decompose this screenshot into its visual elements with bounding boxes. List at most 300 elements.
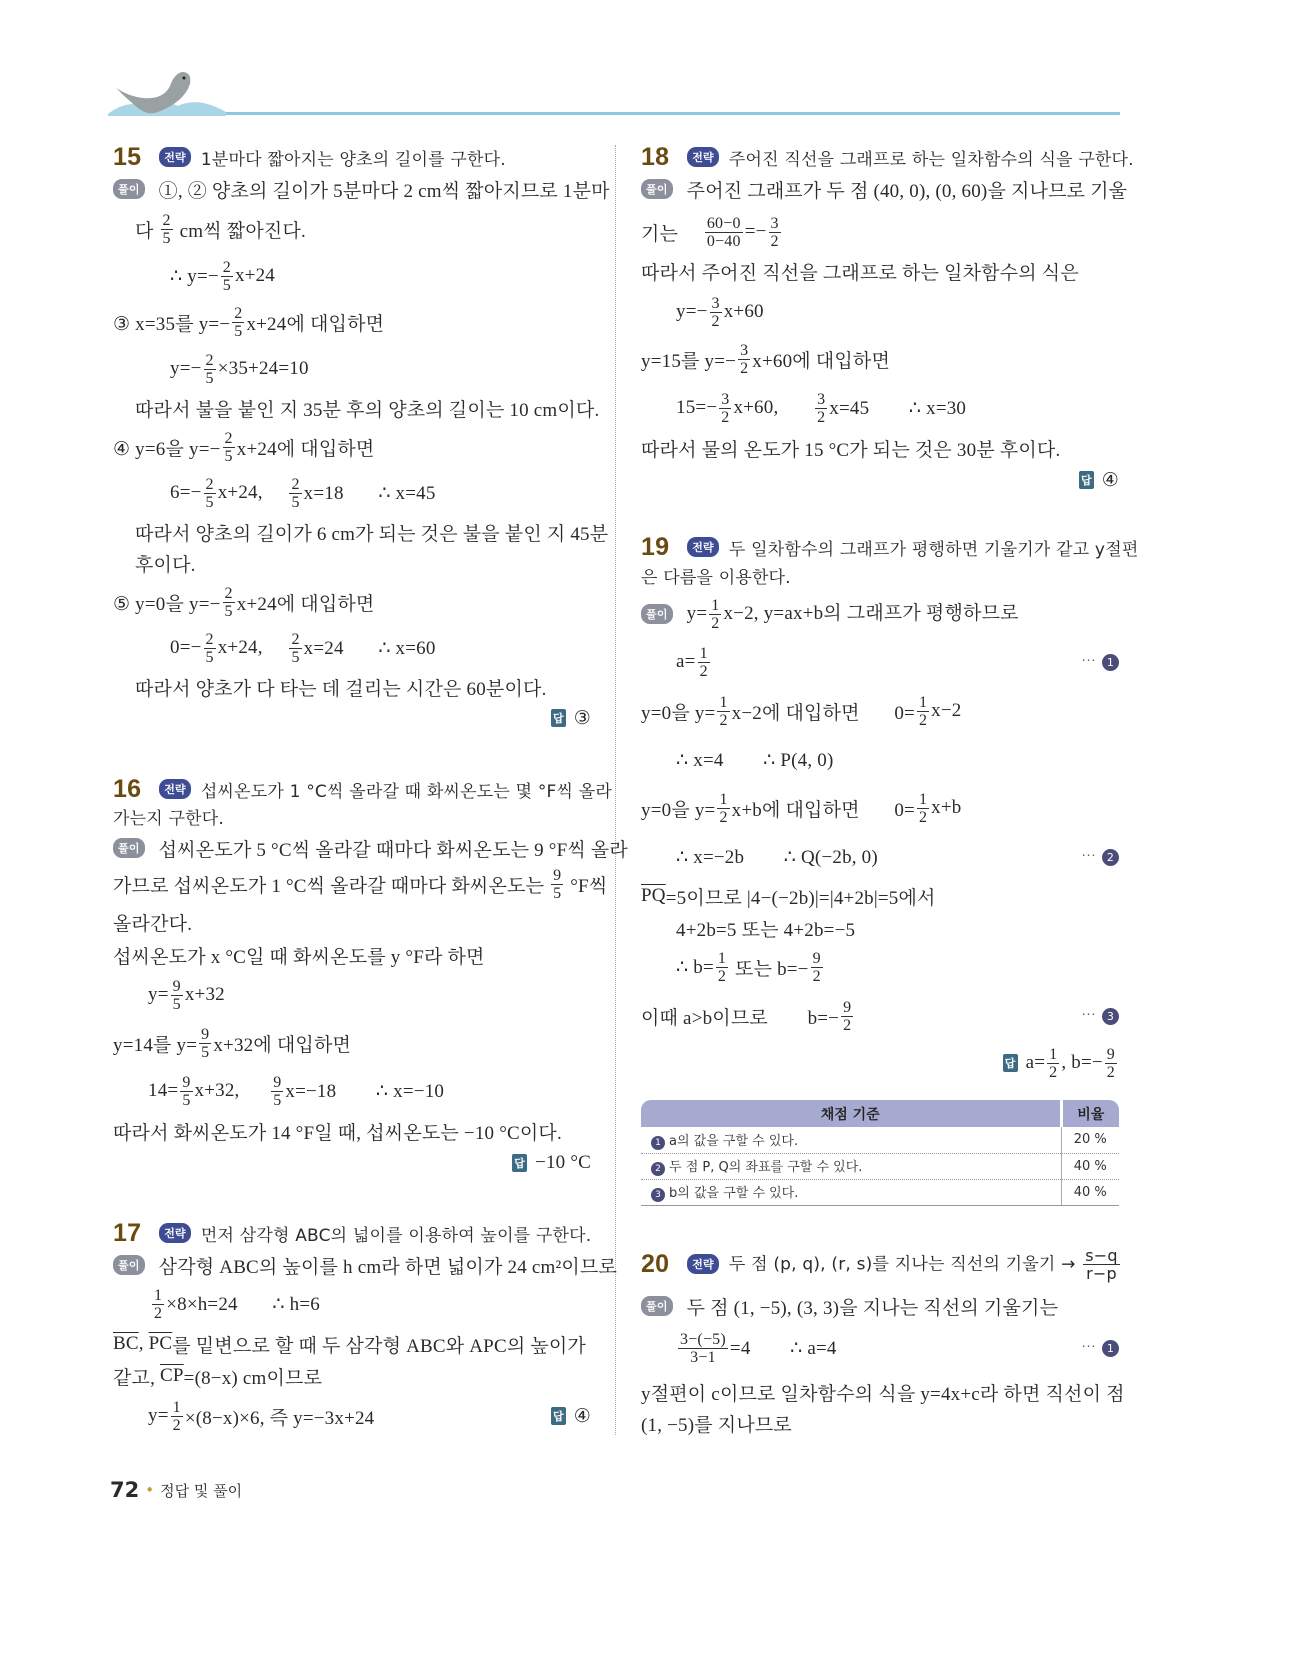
text-run: x=−18 ∴ x=−10 bbox=[285, 1080, 445, 1102]
denominator: 2 bbox=[719, 711, 728, 729]
denominator: 5 bbox=[273, 1091, 282, 1109]
denominator: 2 bbox=[154, 1304, 163, 1322]
math-text bbox=[159, 176, 610, 203]
text-run: x−2, y=ax+b의 그래프가 평행하므로 bbox=[723, 602, 1019, 624]
text-run: x=18 ∴ x=45 bbox=[303, 482, 436, 504]
solution-line bbox=[676, 906, 855, 950]
solution-badge: 풀이 bbox=[113, 1255, 145, 1275]
denominator: 5 bbox=[201, 1043, 210, 1061]
fraction bbox=[769, 215, 781, 250]
strategy-text bbox=[729, 145, 1134, 170]
step-marker-3 bbox=[1060, 994, 1119, 1038]
text-run: ∴ y=− bbox=[170, 265, 219, 287]
page-footer bbox=[110, 1478, 242, 1502]
column-divider bbox=[615, 145, 616, 1435]
numerator: 9 bbox=[201, 1025, 210, 1043]
text-run: 이때 a>b이므로 b=− bbox=[641, 1007, 840, 1029]
fraction bbox=[199, 1026, 211, 1061]
numerator: 2 bbox=[205, 351, 214, 369]
denominator: 2 bbox=[719, 808, 728, 826]
answer-badge: 답 bbox=[512, 1154, 527, 1172]
text-run: ··· bbox=[1081, 1340, 1096, 1355]
seal-mascot-icon bbox=[108, 68, 238, 118]
text-run: 가는지 구한다. bbox=[113, 808, 224, 829]
text-run: ∴ x=−2b ∴ Q(−2b, 0) bbox=[676, 846, 878, 868]
solution-line bbox=[641, 994, 855, 1038]
text-run: x+60에 대입하면 bbox=[752, 350, 891, 372]
fraction bbox=[719, 391, 731, 426]
solution-badge: 풀이 bbox=[641, 1296, 673, 1316]
circled-number: 3 bbox=[651, 1188, 665, 1202]
denominator: 2 bbox=[699, 662, 708, 680]
criteria-cell bbox=[641, 1127, 1061, 1153]
text-run: ④ y=6을 y=− bbox=[113, 438, 221, 460]
denominator: 5 bbox=[291, 648, 300, 666]
denominator: 2 bbox=[721, 408, 730, 426]
solution-line bbox=[641, 1284, 1058, 1328]
text-run: 섭씨온도가 5 °C씩 올라갈 때마다 화씨온도는 9 °F씩 올라 bbox=[158, 839, 628, 861]
text-run: x+24에 대입하면 bbox=[246, 313, 385, 335]
text-run: 15=− bbox=[676, 397, 718, 418]
text-run: 를 밑변으로 할 때 두 삼각형 ABC와 APC의 높이가 bbox=[172, 1335, 586, 1357]
numerator: s−q bbox=[1085, 1245, 1118, 1265]
text-run: ⑤ y=0을 y=− bbox=[113, 593, 221, 615]
segment-overline: $\overline{BC}$ bbox=[113, 1333, 139, 1354]
text-run: 후이다. bbox=[135, 554, 196, 576]
solution-line bbox=[641, 786, 961, 830]
math-text bbox=[687, 1293, 1058, 1320]
numerator: 9 bbox=[812, 949, 821, 967]
fraction bbox=[1047, 1046, 1059, 1081]
text-run: y=15를 y=− bbox=[641, 350, 737, 372]
text-run: 1분마다 짧아지는 양초의 길이를 구한다. bbox=[200, 149, 506, 170]
solution-line bbox=[135, 541, 196, 585]
text-run: 따라서 물의 온도가 15 °C가 되는 것은 30분 후이다. bbox=[641, 439, 1061, 461]
denominator: 2 bbox=[711, 614, 720, 632]
answer-line bbox=[641, 458, 1119, 502]
fraction bbox=[917, 694, 929, 729]
text-run: 다 bbox=[135, 220, 159, 242]
numerator: 2 bbox=[222, 258, 231, 276]
fraction bbox=[204, 631, 216, 666]
text-run: 섭씨온도가 1 °C씩 올라갈 때 화씨온도는 몇 °F씩 올라 bbox=[200, 781, 612, 802]
numerator: 2 bbox=[205, 475, 214, 493]
solution-line bbox=[676, 386, 966, 430]
fraction bbox=[232, 305, 244, 340]
numerator: 1 bbox=[699, 644, 708, 662]
answer-text bbox=[1102, 469, 1119, 492]
numerator: 9 bbox=[553, 866, 562, 884]
numerator: 2 bbox=[224, 584, 233, 602]
solution-line bbox=[676, 640, 712, 684]
fraction bbox=[709, 597, 721, 632]
solution-line bbox=[135, 510, 608, 554]
numerator: 2 bbox=[291, 475, 300, 493]
text-run: y=− bbox=[676, 301, 708, 322]
denominator: 5 bbox=[205, 369, 214, 387]
text-run: ×35+24=10 bbox=[217, 358, 309, 379]
text-run: y= bbox=[686, 602, 708, 624]
fraction bbox=[841, 999, 853, 1034]
fraction bbox=[1083, 1247, 1120, 1282]
text-run: x+b에 대입하면 0= bbox=[731, 799, 915, 821]
solution-badge: 풀이 bbox=[641, 604, 673, 624]
solution-line bbox=[113, 425, 375, 469]
text-run: x+60, bbox=[733, 397, 814, 418]
segment-overline: $\overline{PC}$ bbox=[148, 1333, 173, 1354]
strategy-badge: 전략 bbox=[159, 1223, 191, 1243]
solution-line bbox=[676, 1326, 837, 1370]
numerator: 60−0 bbox=[706, 214, 741, 232]
numerator: 1 bbox=[918, 693, 928, 711]
fraction bbox=[180, 1074, 192, 1109]
solution-line bbox=[170, 626, 436, 670]
numerator: 9 bbox=[1106, 1045, 1115, 1063]
numerator: 1 bbox=[719, 790, 728, 808]
circled-number: 1 bbox=[651, 1136, 665, 1150]
fraction bbox=[917, 791, 929, 826]
strategy-text bbox=[201, 145, 506, 170]
text-run: ··· bbox=[1081, 849, 1096, 864]
text-run: 4+2b=5 또는 4+2b=−5 bbox=[676, 919, 856, 941]
answer-line bbox=[520, 1394, 591, 1438]
answer-text bbox=[574, 707, 591, 730]
math-text bbox=[159, 835, 628, 862]
text-run: x+24에 대입하면 bbox=[236, 593, 375, 615]
math-text bbox=[159, 1252, 617, 1279]
circled-number: 2 bbox=[651, 1162, 665, 1176]
text-run: 14= bbox=[148, 1080, 179, 1101]
answer-badge: 답 bbox=[551, 709, 566, 727]
denominator: 5 bbox=[182, 1091, 191, 1109]
numerator: 9 bbox=[172, 977, 181, 995]
solution-line bbox=[641, 210, 783, 254]
denominator: 2 bbox=[918, 711, 928, 729]
denominator: 2 bbox=[717, 967, 727, 985]
circled-step-number: 1 bbox=[1102, 654, 1119, 671]
problem-20-header bbox=[641, 1242, 1122, 1286]
ratio-cell: 40 % bbox=[1061, 1179, 1119, 1205]
denominator: 2 bbox=[740, 359, 749, 377]
denominator: 3−1 bbox=[690, 1348, 716, 1366]
step-marker-2 bbox=[1060, 835, 1119, 879]
denominator: 5 bbox=[222, 276, 231, 294]
segment-overline: $\overline{PQ}$ bbox=[641, 885, 666, 906]
strategy-badge: 전략 bbox=[687, 537, 719, 557]
table-row bbox=[641, 1127, 1119, 1153]
text-run: x+32, bbox=[194, 1080, 270, 1101]
text-run: a= bbox=[1025, 1051, 1046, 1073]
text-run: ③ bbox=[573, 707, 591, 729]
solution-line bbox=[135, 207, 306, 251]
text-run: x+24, bbox=[217, 637, 288, 658]
text-run: x=45 ∴ x=30 bbox=[829, 397, 967, 419]
footer-title: 정답 및 풀이 bbox=[160, 1481, 243, 1500]
text-run: , b=− bbox=[1061, 1051, 1103, 1073]
fraction bbox=[223, 430, 235, 465]
criteria-text: 두 점 P, Q의 좌표를 구할 수 있다. bbox=[669, 1160, 863, 1175]
denominator: 0−40 bbox=[706, 232, 741, 250]
text-run: x+24 bbox=[234, 265, 275, 286]
text-run: 기는 bbox=[641, 223, 703, 245]
text-run: 먼저 삼각형 ABC의 넓이를 이용하여 높이를 구한다. bbox=[200, 1225, 592, 1246]
problem-number: 18 bbox=[641, 142, 670, 171]
solution-line bbox=[641, 592, 1019, 636]
denominator: 5 bbox=[553, 884, 562, 902]
answer-line bbox=[113, 696, 591, 740]
denominator: 5 bbox=[234, 322, 243, 340]
fraction bbox=[716, 950, 728, 985]
denominator: 2 bbox=[918, 808, 928, 826]
denominator: 5 bbox=[162, 229, 171, 247]
grading-criteria-table bbox=[641, 1100, 1119, 1206]
fraction bbox=[710, 295, 722, 330]
text-run: y절편이 c이므로 일차함수의 식을 y=4x+c라 하면 직선이 점 bbox=[641, 1383, 1125, 1405]
text-run: 가므로 섭씨온도가 1 °C씩 올라갈 때마다 화씨온도는 bbox=[113, 875, 550, 897]
problem-number: 17 bbox=[113, 1218, 142, 1247]
problem-number: 20 bbox=[641, 1249, 670, 1278]
fraction bbox=[698, 645, 710, 680]
fraction bbox=[738, 342, 750, 377]
denominator: 5 bbox=[205, 493, 214, 511]
fraction bbox=[289, 631, 301, 666]
text-run: °F씩 bbox=[565, 875, 608, 897]
numerator: 1 bbox=[918, 790, 928, 808]
math-text bbox=[687, 176, 1128, 203]
fraction bbox=[815, 391, 827, 426]
strategy-badge: 전략 bbox=[159, 779, 191, 799]
solution-line bbox=[641, 167, 1127, 211]
text-run: 0=− bbox=[170, 637, 202, 658]
text-run: =4 ∴ a=4 bbox=[729, 1337, 837, 1359]
text-run: y=14를 y= bbox=[113, 1034, 198, 1056]
answer-text bbox=[574, 1405, 591, 1428]
solution-line bbox=[148, 1394, 374, 1438]
solution-line bbox=[113, 300, 384, 344]
denominator: 2 bbox=[172, 1416, 181, 1434]
step-marker-1 bbox=[1060, 1326, 1119, 1370]
problem-number: 15 bbox=[113, 142, 142, 171]
text-run: 따라서 화씨온도가 14 °F일 때, 섭씨온도는 −10 °C이다. bbox=[113, 1122, 562, 1144]
text-run: 올라간다. bbox=[113, 913, 193, 935]
text-run: x+32에 대입하면 bbox=[213, 1034, 352, 1056]
numerator: 2 bbox=[205, 630, 214, 648]
denominator: 2 bbox=[1106, 1063, 1115, 1081]
denominator: r−p bbox=[1086, 1263, 1117, 1283]
solution-line bbox=[113, 1243, 617, 1287]
text-run: ··· bbox=[1081, 654, 1096, 669]
solution-line bbox=[135, 386, 599, 430]
page-number: 72 bbox=[110, 1478, 140, 1502]
circled-step-number: 1 bbox=[1102, 1340, 1119, 1357]
fraction bbox=[289, 476, 301, 511]
text-run: 따라서 주어진 직선을 그래프로 하는 일차함수의 식은 bbox=[641, 262, 1079, 284]
fraction bbox=[161, 212, 173, 247]
text-run: y=0을 y= bbox=[641, 799, 716, 821]
solution-line bbox=[641, 249, 1079, 293]
denominator: 5 bbox=[224, 447, 233, 465]
text-run: 같고, bbox=[113, 1367, 161, 1389]
criteria-cell bbox=[641, 1179, 1061, 1205]
table-header-row bbox=[641, 1100, 1119, 1127]
criteria-text: b의 값을 구할 수 있다. bbox=[669, 1186, 799, 1201]
text-run: x=24 ∴ x=60 bbox=[303, 637, 436, 659]
solution-line bbox=[113, 933, 485, 977]
criteria-cell bbox=[641, 1153, 1061, 1179]
answer-text bbox=[535, 1152, 591, 1174]
text-run: ×(8−x)×6, 즉 y=−3x+24 bbox=[184, 1407, 375, 1429]
fraction bbox=[271, 1074, 283, 1109]
numerator: 1 bbox=[172, 1398, 181, 1416]
text-run: x+32 bbox=[184, 984, 225, 1005]
solution-line bbox=[170, 254, 275, 298]
text-run: =(8−x) cm이므로 bbox=[183, 1367, 323, 1389]
text-run: ④ bbox=[1101, 469, 1119, 491]
fraction bbox=[204, 476, 216, 511]
answer-line bbox=[113, 1141, 591, 1185]
text-run: 주어진 그래프가 두 점 (40, 0), (0, 60)을 지나므로 기울 bbox=[686, 180, 1128, 202]
fraction bbox=[717, 791, 729, 826]
fraction bbox=[223, 585, 235, 620]
math-text bbox=[687, 597, 1019, 632]
solution-badge: 풀이 bbox=[113, 838, 145, 858]
fraction bbox=[152, 1287, 164, 1322]
text-run: 삼각형 ABC의 높이를 h cm라 하면 넓이가 24 cm²이므로 bbox=[158, 1256, 618, 1278]
text-run: ∴ b= bbox=[676, 956, 714, 978]
solution-line bbox=[148, 1069, 444, 1113]
text-run: 따라서 불을 붙인 지 35분 후의 양초의 길이는 10 cm이다. bbox=[135, 399, 600, 421]
text-run: x+60 bbox=[723, 301, 764, 322]
solution-line bbox=[170, 471, 436, 515]
answer-badge: 답 bbox=[551, 1407, 566, 1425]
numerator: 2 bbox=[224, 429, 233, 447]
text-run: y= bbox=[148, 984, 169, 1005]
text-run: 주어진 직선을 그래프로 하는 일차함수의 식을 구한다. bbox=[728, 149, 1134, 170]
text-run: y=− bbox=[170, 358, 202, 379]
segment-overline: $\overline{CP}$ bbox=[160, 1365, 184, 1386]
text-run: ∴ x=4 ∴ P(4, 0) bbox=[676, 749, 834, 771]
denominator: 2 bbox=[817, 408, 826, 426]
text-run: =− bbox=[744, 221, 767, 242]
text-run: ×8×h=24 ∴ h=6 bbox=[166, 1293, 320, 1315]
denominator: 5 bbox=[224, 602, 233, 620]
answer-badge: 답 bbox=[1003, 1054, 1018, 1072]
text-run: −10 °C bbox=[535, 1152, 591, 1173]
answer-line bbox=[900, 1041, 1119, 1085]
text-run: =5이므로 |4−(−2b)|=|4+2b|=5에서 bbox=[665, 887, 936, 909]
fraction bbox=[204, 352, 216, 387]
solution-line bbox=[150, 1282, 320, 1326]
numerator: 2 bbox=[291, 630, 300, 648]
text-run: x+24, bbox=[217, 482, 288, 503]
problem-number: 16 bbox=[113, 774, 142, 803]
solution-line bbox=[113, 167, 610, 211]
solution-line bbox=[676, 738, 834, 782]
denominator: 2 bbox=[843, 1016, 852, 1034]
text-run: ④ bbox=[573, 1405, 591, 1427]
fraction bbox=[678, 1331, 728, 1366]
text-run: x−2에 대입하면 0= bbox=[731, 702, 915, 724]
denominator: 2 bbox=[770, 232, 779, 250]
strategy-text bbox=[201, 777, 612, 802]
fraction bbox=[221, 259, 233, 294]
solution-line bbox=[113, 1021, 351, 1065]
numerator: 9 bbox=[182, 1073, 191, 1091]
solution-badge: 풀이 bbox=[641, 179, 673, 199]
denominator: 5 bbox=[291, 493, 300, 511]
text-run: 섭씨온도가 x °C일 때 화씨온도를 y °F라 하면 bbox=[113, 946, 485, 968]
strategy-badge: 전략 bbox=[687, 1254, 719, 1274]
ratio-cell: 20 % bbox=[1061, 1127, 1119, 1153]
criteria-header: 채점 기준 bbox=[641, 1100, 1061, 1127]
numerator: 1 bbox=[1049, 1045, 1058, 1063]
numerator: 1 bbox=[711, 596, 720, 614]
text-run: ··· bbox=[1081, 1008, 1096, 1023]
text-run: y=0을 y= bbox=[641, 702, 716, 724]
table-row bbox=[641, 1153, 1119, 1179]
criteria-text: a의 값을 구할 수 있다. bbox=[669, 1133, 799, 1149]
problem-number: 19 bbox=[641, 532, 670, 561]
denominator: 2 bbox=[812, 967, 821, 985]
numerator: 3−(−5) bbox=[680, 1330, 726, 1348]
text-run: a= bbox=[676, 651, 696, 672]
numerator: 3 bbox=[711, 294, 720, 312]
ratio-header: 비율 bbox=[1061, 1100, 1119, 1127]
step-marker-1 bbox=[1060, 640, 1119, 684]
text-run: 따라서 양초의 길이가 6 cm가 되는 것은 불을 붙인 지 45분 bbox=[135, 523, 609, 545]
denominator: 5 bbox=[205, 648, 214, 666]
text-run: 또는 b=− bbox=[730, 958, 809, 980]
header-rule bbox=[110, 112, 1120, 115]
solution-line bbox=[113, 1354, 322, 1398]
numerator: 1 bbox=[719, 693, 728, 711]
numerator: 1 bbox=[154, 1286, 163, 1304]
text-run: x+b bbox=[931, 797, 962, 818]
fraction bbox=[811, 950, 823, 985]
numerator: 1 bbox=[717, 949, 727, 967]
text-run: 6=− bbox=[170, 482, 202, 503]
table-row bbox=[641, 1179, 1119, 1205]
text-run: x−2 bbox=[931, 700, 962, 721]
footer-bullet: • bbox=[145, 1481, 155, 1499]
solution-badge: 풀이 bbox=[113, 179, 145, 199]
numerator: 3 bbox=[817, 390, 826, 408]
circled-step-number: 3 bbox=[1102, 1008, 1119, 1025]
strategy-badge: 전략 bbox=[159, 147, 191, 167]
numerator: 3 bbox=[721, 390, 730, 408]
answer-text bbox=[1026, 1046, 1119, 1081]
fraction bbox=[717, 694, 729, 729]
solution-line bbox=[676, 945, 825, 989]
solution-line bbox=[641, 337, 890, 381]
denominator: 2 bbox=[1049, 1063, 1058, 1081]
fraction bbox=[171, 1399, 183, 1434]
solution-line bbox=[148, 973, 225, 1017]
solution-line bbox=[641, 689, 961, 733]
circled-step-number: 2 bbox=[1102, 849, 1119, 866]
text-run: 두 점 (1, −5), (3, 3)을 지나는 직선의 기울기는 bbox=[686, 1297, 1059, 1319]
fraction bbox=[551, 867, 563, 902]
strategy-text bbox=[201, 1221, 592, 1246]
text-run: ①, ② 양초의 길이가 5분마다 2 cm씩 짧아지므로 1분마 bbox=[158, 180, 610, 202]
numerator: 9 bbox=[273, 1073, 282, 1091]
numerator: 2 bbox=[234, 304, 243, 322]
text-run: 따라서 양초가 다 타는 데 걸리는 시간은 60분이다. bbox=[135, 678, 547, 700]
text-run: 두 점 (p, q), (r, s)를 지나는 직선의 기울기 → bbox=[728, 1254, 1082, 1274]
text-run: x+24에 대입하면 bbox=[236, 438, 375, 460]
denominator: 2 bbox=[711, 312, 720, 330]
fraction bbox=[1105, 1046, 1117, 1081]
